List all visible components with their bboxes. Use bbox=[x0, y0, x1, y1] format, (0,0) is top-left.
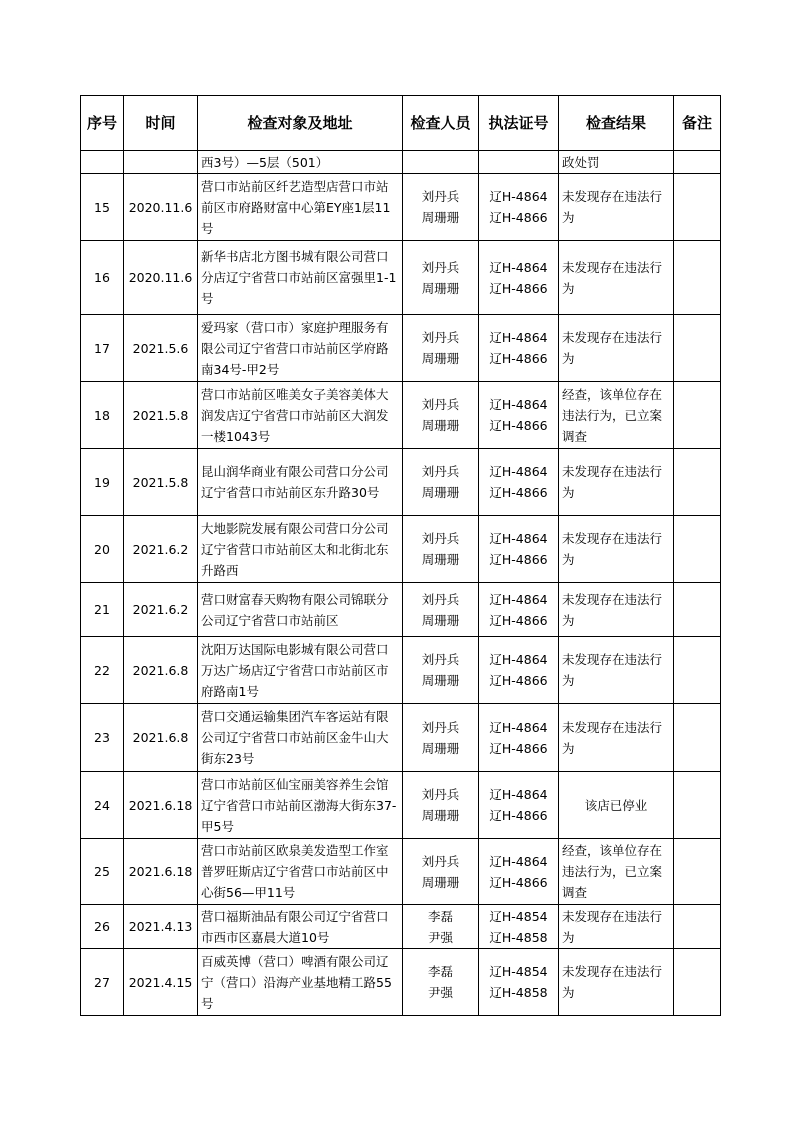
cell-note bbox=[674, 772, 721, 839]
cell-no: 19 bbox=[81, 449, 124, 516]
cell-date: 2020.11.6 bbox=[124, 241, 198, 315]
table-row-continuation bbox=[81, 151, 721, 174]
cell-inspectors: 李磊 尹强 bbox=[403, 949, 479, 1016]
cell-inspectors: 刘丹兵 周珊珊 bbox=[403, 583, 479, 637]
cell-no: 22 bbox=[81, 637, 124, 704]
cell-inspectors: 刘丹兵 周珊珊 bbox=[403, 382, 479, 449]
table-row bbox=[81, 449, 721, 516]
cell-target: 营口财富春天购物有限公司锦联分公司辽宁省营口市站前区 bbox=[198, 583, 403, 637]
cell-target: 百威英博（营口）啤酒有限公司辽宁（营口）沿海产业基地精工路55号 bbox=[198, 949, 403, 1016]
cell-date bbox=[124, 151, 198, 174]
cell-note bbox=[674, 449, 721, 516]
cell-license-ids: 辽H-4864 辽H-4866 bbox=[479, 449, 559, 516]
cell-result: 未发现存在违法行为 bbox=[559, 905, 674, 949]
cell-no: 16 bbox=[81, 241, 124, 315]
cell-target: 营口市站前区仙宝丽美容养生会馆辽宁省营口市站前区渤海大街东37-甲5号 bbox=[198, 772, 403, 839]
cell-date: 2021.4.15 bbox=[124, 949, 198, 1016]
table-row bbox=[81, 772, 721, 839]
header-note: 备注 bbox=[674, 96, 721, 151]
cell-result: 未发现存在违法行为 bbox=[559, 704, 674, 772]
table-row bbox=[81, 704, 721, 772]
cell-result: 未发现存在违法行为 bbox=[559, 449, 674, 516]
cell-date: 2021.4.13 bbox=[124, 905, 198, 949]
cell-no: 26 bbox=[81, 905, 124, 949]
table-row bbox=[81, 839, 721, 905]
cell-no: 25 bbox=[81, 839, 124, 905]
cell-result: 未发现存在违法行为 bbox=[559, 516, 674, 583]
header-date: 时间 bbox=[124, 96, 198, 151]
header-result: 检查结果 bbox=[559, 96, 674, 151]
cell-date: 2021.6.2 bbox=[124, 516, 198, 583]
table-row bbox=[81, 949, 721, 1016]
cell-note bbox=[674, 905, 721, 949]
cell-no: 17 bbox=[81, 315, 124, 382]
cell-target: 大地影院发展有限公司营口分公司辽宁省营口市站前区太和北街北东升路西 bbox=[198, 516, 403, 583]
cell-target: 沈阳万达国际电影城有限公司营口万达广场店辽宁省营口市站前区市府路南1号 bbox=[198, 637, 403, 704]
cell-note bbox=[674, 949, 721, 1016]
cell-date: 2021.5.8 bbox=[124, 382, 198, 449]
cell-license-ids: 辽H-4864 辽H-4866 bbox=[479, 174, 559, 241]
cell-inspectors: 刘丹兵 周珊珊 bbox=[403, 516, 479, 583]
cell-target: 营口交通运输集团汽车客运站有限公司辽宁省营口市站前区金牛山大街东23号 bbox=[198, 704, 403, 772]
cell-note bbox=[674, 704, 721, 772]
table-row bbox=[81, 174, 721, 241]
cell-license-ids: 辽H-4864 辽H-4866 bbox=[479, 637, 559, 704]
cell-license-ids: 辽H-4864 辽H-4866 bbox=[479, 315, 559, 382]
cell-inspectors: 刘丹兵 周珊珊 bbox=[403, 449, 479, 516]
cell-result: 政处罚 bbox=[559, 151, 674, 174]
cell-license-ids: 辽H-4864 辽H-4866 bbox=[479, 704, 559, 772]
cell-license-ids: 辽H-4864 辽H-4866 bbox=[479, 583, 559, 637]
cell-note bbox=[674, 382, 721, 449]
cell-result: 未发现存在违法行为 bbox=[559, 315, 674, 382]
cell-target: 新华书店北方图书城有限公司营口分店辽宁省营口市站前区富强里1-1号 bbox=[198, 241, 403, 315]
cell-license-ids: 辽H-4864 辽H-4866 bbox=[479, 382, 559, 449]
cell-result: 未发现存在违法行为 bbox=[559, 174, 674, 241]
cell-license-ids: 辽H-4854 辽H-4858 bbox=[479, 905, 559, 949]
cell-inspectors: 刘丹兵 周珊珊 bbox=[403, 839, 479, 905]
cell-license-ids: 辽H-4864 辽H-4866 bbox=[479, 839, 559, 905]
cell-no: 15 bbox=[81, 174, 124, 241]
cell-no: 20 bbox=[81, 516, 124, 583]
cell-license-ids: 辽H-4864 辽H-4866 bbox=[479, 516, 559, 583]
header-no: 序号 bbox=[81, 96, 124, 151]
cell-target: 营口市站前区欧泉美发造型工作室普罗旺斯店辽宁省营口市站前区中心街56—甲11号 bbox=[198, 839, 403, 905]
cell-result: 经查，该单位存在违法行为，已立案调查 bbox=[559, 382, 674, 449]
header-inspectors: 检查人员 bbox=[403, 96, 479, 151]
cell-date: 2021.6.2 bbox=[124, 583, 198, 637]
table-row bbox=[81, 516, 721, 583]
cell-inspectors: 刘丹兵 周珊珊 bbox=[403, 704, 479, 772]
cell-date: 2020.11.6 bbox=[124, 174, 198, 241]
cell-no: 23 bbox=[81, 704, 124, 772]
cell-no: 27 bbox=[81, 949, 124, 1016]
table-row bbox=[81, 905, 721, 949]
cell-result: 未发现存在违法行为 bbox=[559, 583, 674, 637]
inspection-table bbox=[80, 95, 721, 1016]
table-row bbox=[81, 241, 721, 315]
cell-date: 2021.6.18 bbox=[124, 839, 198, 905]
table-body bbox=[81, 151, 721, 1016]
cell-note bbox=[674, 637, 721, 704]
cell-note bbox=[674, 516, 721, 583]
table-row bbox=[81, 583, 721, 637]
cell-no: 18 bbox=[81, 382, 124, 449]
table-row bbox=[81, 315, 721, 382]
cell-date: 2021.6.18 bbox=[124, 772, 198, 839]
cell-note bbox=[674, 839, 721, 905]
cell-no bbox=[81, 151, 124, 174]
cell-target: 营口福斯油品有限公司辽宁省营口市西市区嘉晨大道10号 bbox=[198, 905, 403, 949]
cell-date: 2021.6.8 bbox=[124, 637, 198, 704]
cell-date: 2021.6.8 bbox=[124, 704, 198, 772]
cell-target: 营口市站前区唯美女子美容美体大润发店辽宁省营口市站前区大润发一楼1043号 bbox=[198, 382, 403, 449]
cell-license-ids: 辽H-4864 辽H-4866 bbox=[479, 241, 559, 315]
cell-license-ids: 辽H-4864 辽H-4866 bbox=[479, 772, 559, 839]
cell-note bbox=[674, 315, 721, 382]
cell-note bbox=[674, 241, 721, 315]
cell-result: 未发现存在违法行为 bbox=[559, 949, 674, 1016]
cell-date: 2021.5.6 bbox=[124, 315, 198, 382]
cell-no: 21 bbox=[81, 583, 124, 637]
table-row bbox=[81, 382, 721, 449]
cell-inspectors: 刘丹兵 周珊珊 bbox=[403, 241, 479, 315]
cell-date: 2021.5.8 bbox=[124, 449, 198, 516]
cell-license-ids: 辽H-4854 辽H-4858 bbox=[479, 949, 559, 1016]
cell-target: 西3号）—5层（501） bbox=[198, 151, 403, 174]
cell-note bbox=[674, 151, 721, 174]
table-row bbox=[81, 637, 721, 704]
cell-inspectors: 刘丹兵 周珊珊 bbox=[403, 637, 479, 704]
cell-result: 该店已停业 bbox=[559, 772, 674, 839]
cell-result: 未发现存在违法行为 bbox=[559, 637, 674, 704]
header-license-ids: 执法证号 bbox=[479, 96, 559, 151]
header-target: 检查对象及地址 bbox=[198, 96, 403, 151]
cell-inspectors: 刘丹兵 周珊珊 bbox=[403, 174, 479, 241]
cell-inspectors: 刘丹兵 周珊珊 bbox=[403, 772, 479, 839]
cell-license-ids bbox=[479, 151, 559, 174]
cell-target: 昆山润华商业有限公司营口分公司辽宁省营口市站前区东升路30号 bbox=[198, 449, 403, 516]
cell-note bbox=[674, 583, 721, 637]
cell-no: 24 bbox=[81, 772, 124, 839]
cell-note bbox=[674, 174, 721, 241]
cell-target: 营口市站前区纤艺造型店营口市站前区市府路财富中心第EY座1层11号 bbox=[198, 174, 403, 241]
cell-result: 未发现存在违法行为 bbox=[559, 241, 674, 315]
cell-inspectors bbox=[403, 151, 479, 174]
cell-inspectors: 李磊 尹强 bbox=[403, 905, 479, 949]
table-header-row bbox=[81, 96, 721, 151]
cell-result: 经查，该单位存在违法行为，已立案调查 bbox=[559, 839, 674, 905]
cell-target: 爱玛家（营口市）家庭护理服务有限公司辽宁省营口市站前区学府路南34号-甲2号 bbox=[198, 315, 403, 382]
cell-inspectors: 刘丹兵 周珊珊 bbox=[403, 315, 479, 382]
